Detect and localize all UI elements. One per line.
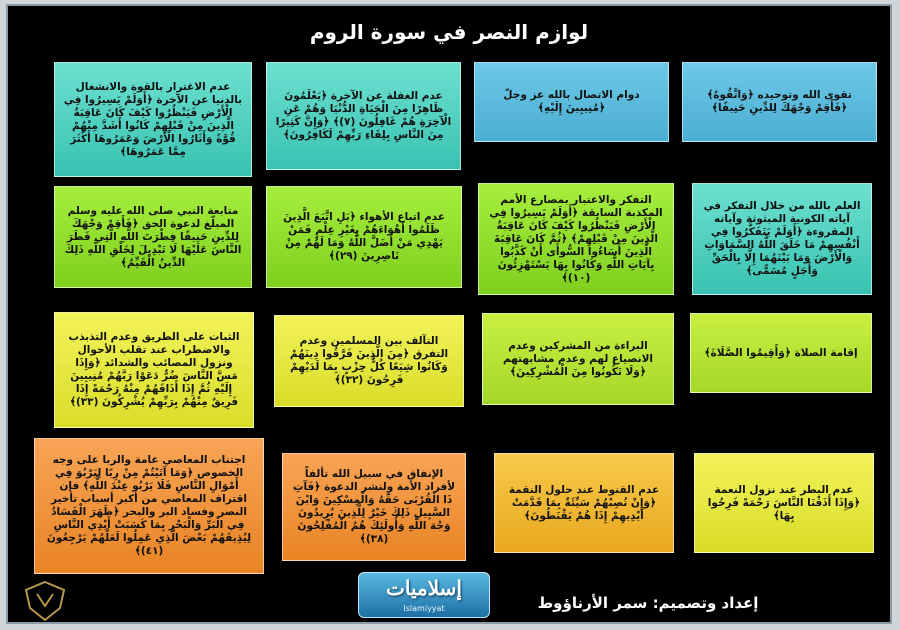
card-text: عدم الغفلة عن الآخرة ﴿يَعْلَمُونَ ظَاهِرًا مِنَ الْحَيَاةِ الدُّنْيَا وَهُمْ عَنِ الْآخِرَةِ هُمْ غَافِلُونَ (٧)﴾ ﴿وَإِنَّ كَثِيرًا مِنَ النَّاسِ بِلِقَاءِ رَبِّهِمْ لَكَافِرُونَ﴾: [275, 90, 452, 141]
card-text: اجتناب المعاصي عامة والربا على وجه الخصوص ﴿وَمَا آتَيْتُمْ مِنْ رِبًا لِيَرْبُوَ فِي أَمْوَالِ النَّاسِ فَلَا يَرْبُو عِنْدَ اللَّهِ﴾ فإن اقتراف المعاصي من أكبر أسباب تأخير النصر وفساد البر والبحر ﴿ظَهَرَ الْفَسَادُ فِي الْبَرِّ وَالْبَحْرِ بِمَا كَسَبَتْ أَيْدِي النَّاسِ لِيُذِيقَهُمْ بَعْضَ الَّذِي عَمِلُوا لَعَلَّهُمْ يَرْجِعُونَ (٤١)﴾: [46, 454, 252, 557]
card-unity: [274, 315, 464, 407]
card-desires: [266, 186, 462, 288]
card-text: البراءة من المشركين وعدم الانصياع لهم وعدم مشابهتهم ﴿وَلَا تَكُونُوا مِنَ الْمُشْرِكِينَ﴾: [502, 339, 654, 378]
card-prayer: [690, 313, 872, 393]
card-strength: [54, 62, 252, 177]
card-knowledge: [692, 183, 872, 295]
logo-arabic-text: إسلاميات: [386, 576, 462, 600]
card-text: التفكر والاعتبار بمصارع الأمم المكذبة السابقة ﴿أَوَلَمْ يَسِيرُوا فِي الْأَرْضِ فَيَنْظُرُوا كَيْفَ كَانَ عَاقِبَةُ الَّذِينَ مِنْ قَبْلِهِمْ﴾ ﴿ثُمَّ كَانَ عَاقِبَةَ الَّذِينَ أَسَاءُوا السُّوأَى أَنْ كَذَّبُوا بِآيَاتِ اللَّهِ وَكَانُوا بِهَا يَسْتَهْزِئُونَ (١٠)﴾: [489, 193, 663, 284]
card-text: عدم القنوط عند حلول النقمة ﴿وَإِنْ تُصِبْهُمْ سَيِّئَةٌ بِمَا قَدَّمَتْ أَيْدِيهِمْ إِذَا هُمْ يَقْنَطُونَ﴾: [508, 483, 660, 522]
card-hereafter: [266, 62, 461, 170]
card-avoid-sins: [34, 438, 264, 574]
logo-latin-text: Islamiyyat: [403, 604, 445, 613]
card-disavowal: [482, 313, 674, 405]
card-text: عدم الاغترار بالقوة والانشغال بالدنيا عن الآخرة ﴿أَوَلَمْ يَسِيرُوا فِي الْأَرْضِ فَيَنْظُرُوا كَيْفَ كَانَ عَاقِبَةُ الَّذِينَ مِنْ قَبْلِهِمْ كَانُوا أَشَدَّ مِنْهُمْ قُوَّةً وَأَثَارُوا الْأَرْضَ وَعَمَرُوهَا أَكْثَرَ مِمَّا عَمَرُوهَا﴾: [63, 80, 243, 158]
card-connection: [474, 62, 669, 142]
card-text: تقوى الله وتوحيده ﴿وَاتَّقُوهُ﴾ ﴿فَأَقِمْ وَجْهَكَ لِلدِّينِ حَنِيفًا﴾: [707, 89, 852, 114]
card-text: الإنفاق في سبيل الله تألفاً لأفراد الأمة ولنشر الدعوة ﴿فَآتِ ذَا الْقُرْبَى حَقَّهُ وَالْمِسْكِينَ وَابْنَ السَّبِيلِ ذَلِكَ خَيْرٌ لِلَّذِينَ يُرِيدُونَ وَجْهَ اللَّهِ وَأُولَئِكَ هُمُ الْمُفْلِحُونَ (٣٨)﴾: [292, 468, 456, 545]
card-text: إقامة الصلاة ﴿وَأَقِيمُوا الصَّلَاةَ﴾: [704, 346, 858, 359]
card-reflection: [478, 183, 674, 295]
card-spending: [282, 453, 466, 561]
card-taqwa: [682, 62, 877, 142]
shield-watermark-icon: [20, 578, 70, 624]
card-text: التآلف بين المسلمين وعدم التفرق ﴿مِنَ الَّذِينَ فَرَّقُوا دِينَهُمْ وَكَانُوا شِيَعًا كُلُّ حِزْبٍ بِمَا لَدَيْهِمْ فَرِحُونَ (٣٢)﴾: [289, 335, 449, 386]
card-text: دوام الاتصال بالله عز وجلّ ﴿مُنِيبِينَ إِلَيْهِ﴾: [503, 89, 640, 114]
design-credit: إعداد وتصميم: سمر الأرناؤوط: [537, 594, 759, 612]
poster-title: لوازم النصر في سورة الروم: [309, 20, 589, 44]
card-no-arrogance: [694, 453, 874, 553]
card-text: العلم بالله من خلال التفكر في آياته الكونية المبثوثة وآياته المقروءة ﴿أَوَلَمْ يَتَفَكَّرُوا فِي أَنْفُسِهِمْ مَا خَلَقَ اللَّهُ السَّمَاوَاتِ وَالْأَرْضَ وَمَا بَيْنَهُمَا إِلَّا بِالْحَقِّ وَأَجَلٍ مُسَمًّى﴾: [703, 200, 861, 277]
card-text: متابعة النبي صلى الله عليه وسلم المبلّغ لدعوة الحق ﴿فَأَقِمْ وَجْهَكَ لِلدِّينِ حَنِيفًا فِطْرَتَ اللَّهِ الَّتِي فَطَرَ النَّاسَ عَلَيْهَا لَا تَبْدِيلَ لِخَلْقِ اللَّهِ ذَلِكَ الدِّينُ الْقَيِّمُ﴾: [64, 204, 242, 269]
card-text: عدم اتباع الأهواء ﴿بَلِ اتَّبَعَ الَّذِينَ ظَلَمُوا أَهْوَاءَهُمْ بِغَيْرِ عِلْمٍ فَمَنْ يَهْدِي مَنْ أَضَلَّ اللَّهُ وَمَا لَهُمْ مِنْ نَاصِرِينَ (٢٩)﴾: [283, 211, 445, 262]
poster-frame: [6, 4, 892, 624]
islamiyyat-logo: [358, 572, 490, 618]
card-steadfastness: [54, 312, 254, 428]
card-text: الثبات على الطريق وعدم التذبذب والاضطراب عند تقلب الأحوال ونزول المصائب والشدائد ﴿وَإِذَا مَسَّ النَّاسَ ضُرٌّ دَعَوْا رَبَّهُمْ مُنِيبِينَ إِلَيْهِ ثُمَّ إِذَا أَذَاقَهُمْ مِنْهُ رَحْمَةً إِذَا فَرِيقٌ مِنْهُمْ بِرَبِّهِمْ يُشْرِكُونَ (٣٣)﴾: [68, 331, 240, 408]
card-no-despair: [494, 453, 674, 553]
card-following: [54, 186, 252, 288]
card-text: عدم البطر عند نزول النعمة ﴿وَإِذَا أَذَقْنَا النَّاسَ رَحْمَةً فَرِحُوا بِهَا﴾: [707, 483, 861, 522]
